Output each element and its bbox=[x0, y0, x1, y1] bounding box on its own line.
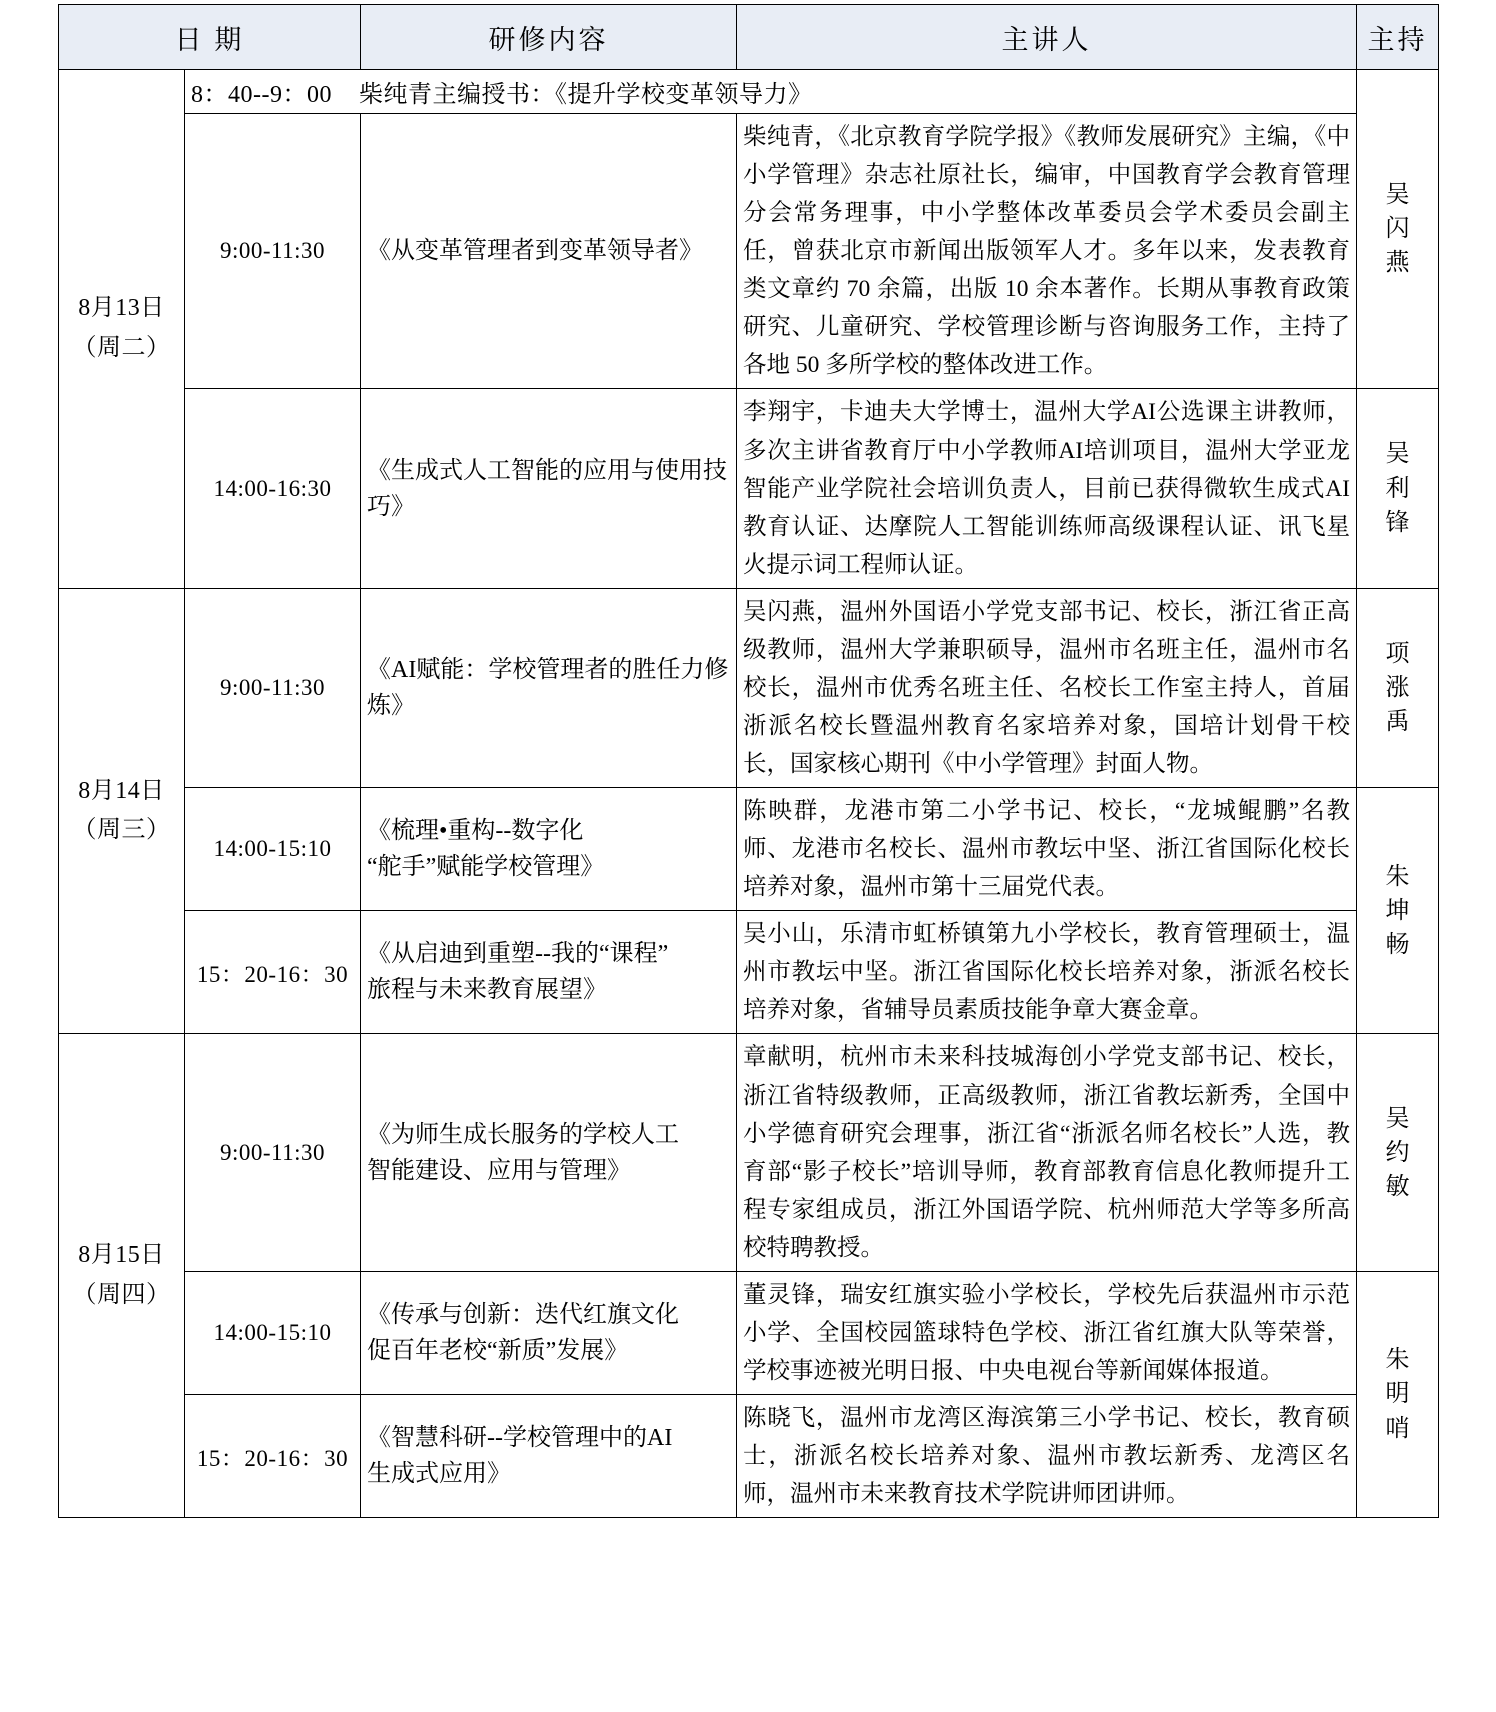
session-speaker-bio: 李翔宇，卡迪夫大学博士，温州大学AI公选课主讲教师，多次主讲省教育厅中小学教师AI培训项目，温州大学亚龙智能产业学院社会培训负责人，目前已获得微软生成式AI教育认证、达摩院人工智能训练师高级课程认证、讯飞星火提示词工程师认证。 bbox=[737, 389, 1357, 588]
table-row bbox=[59, 389, 1439, 588]
session-topic: 《传承与创新：迭代红旗文化 促百年老校“新质”发展》 bbox=[361, 1271, 737, 1394]
session-speaker-bio: 柴纯青，《北京教育学院学报》《教师发展研究》主编，《中小学管理》杂志社原社长，编审，中国教育学会教育管理分会常务理事，中小学整体改革委员会学术委员会副主任，曾获北京市新闻出版领军人才。多年以来，发表教育类文章约 70 余篇，出版 10 余本著作。长期从事教育政策研究、儿童研究、学校管理诊断与咨询服务工作，主持了各地 50 多所学校的整体改进工作。 bbox=[737, 114, 1357, 389]
column-header-speaker: 主讲人 bbox=[737, 5, 1357, 70]
date-cell-day2: 8月14日 （周三） bbox=[59, 588, 185, 1034]
date-cell-day3: 8月15日 （周四） bbox=[59, 1034, 185, 1518]
session-speaker-bio: 陈映群，龙港市第二小学书记、校长，“龙城鲲鹏”名教师、龙港市名校长、温州市教坛中坚、浙江省国际化校长培养对象，温州市第十三届党代表。 bbox=[737, 788, 1357, 911]
host-cell-day2-am: 项涨禹 bbox=[1357, 588, 1439, 787]
host-cell-day3-am: 吴约敏 bbox=[1357, 1034, 1439, 1271]
opening-session-text: 柴纯青主编授书：《提升学校变革领导力》 bbox=[359, 82, 813, 108]
session-topic: 《生成式人工智能的应用与使用技巧》 bbox=[361, 389, 737, 588]
session-time: 14:00-15:10 bbox=[185, 1271, 361, 1394]
table-header bbox=[59, 5, 1439, 70]
table-row bbox=[59, 114, 1439, 389]
session-topic: 《为师生成长服务的学校人工 智能建设、应用与管理》 bbox=[361, 1034, 737, 1271]
host-cell-day1-pm: 吴利锋 bbox=[1357, 389, 1439, 588]
date-cell-day1: 8月13日 （周二） bbox=[59, 70, 185, 589]
session-time: 15：20-16：30 bbox=[185, 1395, 361, 1518]
host-cell-day1-am: 吴闪燕 bbox=[1357, 70, 1439, 389]
table-row bbox=[59, 1034, 1439, 1271]
opening-session-cell bbox=[185, 70, 1357, 114]
session-topic: 《从启迪到重塑--我的“课程” 旅程与未来教育展望》 bbox=[361, 911, 737, 1034]
table-row bbox=[59, 788, 1439, 911]
session-time: 9:00-11:30 bbox=[185, 588, 361, 787]
session-time: 9:00-11:30 bbox=[185, 114, 361, 389]
table-row bbox=[59, 70, 1439, 114]
table-row bbox=[59, 1395, 1439, 1518]
opening-session-time: 8：40--9：00 bbox=[191, 82, 332, 108]
column-header-host: 主持 bbox=[1357, 5, 1439, 70]
table-row bbox=[59, 911, 1439, 1034]
host-cell-day3-pm: 朱明哨 bbox=[1357, 1271, 1439, 1517]
session-topic: 《智慧科研--学校管理中的AI 生成式应用》 bbox=[361, 1395, 737, 1518]
session-speaker-bio: 董灵锋，瑞安红旗实验小学校长，学校先后获温州市示范小学、全国校园篮球特色学校、浙江省红旗大队等荣誉，学校事迹被光明日报、中央电视台等新闻媒体报道。 bbox=[737, 1271, 1357, 1394]
session-topic: 《从变革管理者到变革领导者》 bbox=[361, 114, 737, 389]
table-row bbox=[59, 588, 1439, 787]
table-row bbox=[59, 1271, 1439, 1394]
session-time: 14:00-15:10 bbox=[185, 788, 361, 911]
session-speaker-bio: 吴小山，乐清市虹桥镇第九小学校长，教育管理硕士，温州市教坛中坚。浙江省国际化校长培养对象，浙派名校长培养对象，省辅导员素质技能争章大赛金章。 bbox=[737, 911, 1357, 1034]
training-schedule-table bbox=[58, 4, 1439, 1518]
schedule-sheet bbox=[58, 0, 1438, 1518]
session-topic: 《梳理•重构--数字化 “舵手”赋能学校管理》 bbox=[361, 788, 737, 911]
header-row bbox=[59, 5, 1439, 70]
column-header-content: 研修内容 bbox=[361, 5, 737, 70]
session-time: 14:00-16:30 bbox=[185, 389, 361, 588]
host-cell-day2-pm: 朱坤畅 bbox=[1357, 788, 1439, 1034]
session-topic: 《AI赋能：学校管理者的胜任力修炼》 bbox=[361, 588, 737, 787]
session-speaker-bio: 吴闪燕，温州外国语小学党支部书记、校长，浙江省正高级教师，温州大学兼职硕导，温州市名班主任，温州市名校长，温州市优秀名班主任、名校长工作室主持人，首届浙派名校长暨温州教育名家培养对象，国培计划骨干校长，国家核心期刊《中小学管理》封面人物。 bbox=[737, 588, 1357, 787]
session-speaker-bio: 陈晓飞，温州市龙湾区海滨第三小学书记、校长，教育硕士，浙派名校长培养对象、温州市教坛新秀、龙湾区名师，温州市未来教育技术学院讲师团讲师。 bbox=[737, 1395, 1357, 1518]
session-time: 9:00-11:30 bbox=[185, 1034, 361, 1271]
session-speaker-bio: 章献明，杭州市未来科技城海创小学党支部书记、校长，浙江省特级教师，正高级教师，浙江省教坛新秀，全国中小学德育研究会理事，浙江省“浙派名师名校长”人选，教育部“影子校长”培训导师，教育部教育信息化教师提升工程专家组成员，浙江外国语学院、杭州师范大学等多所高校特聘教授。 bbox=[737, 1034, 1357, 1271]
table-body bbox=[59, 70, 1439, 1518]
column-header-date: 日 期 bbox=[59, 5, 361, 70]
session-time: 15：20-16：30 bbox=[185, 911, 361, 1034]
